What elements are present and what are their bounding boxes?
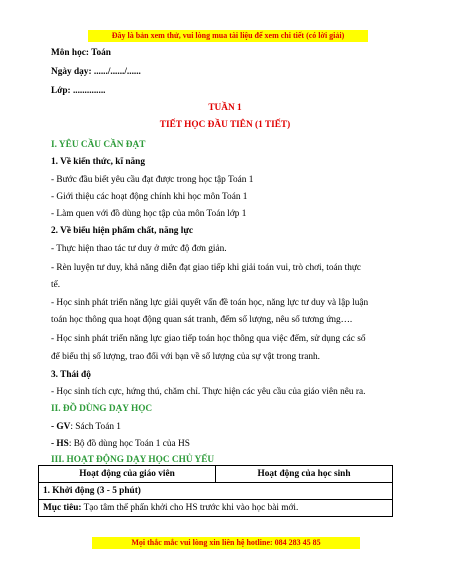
competency-item-4-line-b: để biểu thị số lượng, trao đổi với bạn về số lượng của sự vật trong tranh. — [51, 352, 320, 362]
competency-item-3-line-b: toán học thông qua hoạt động quan sát tranh, đếm số lượng, nêu số tương ứng…. — [51, 315, 353, 325]
gv-text: : Sách Toán 1 — [70, 422, 121, 432]
knowledge-item-3: - Làm quen với đồ dùng học tập của môn Toán lớp 1 — [51, 209, 247, 219]
sub-knowledge-skills: 1. Về kiến thức, kĩ năng — [51, 157, 146, 167]
subject-line: Môn học: Toán — [51, 48, 111, 58]
sub-qualities-competencies: 2. Về biểu hiện phẩm chất, năng lực — [51, 226, 194, 236]
goal-row — [39, 500, 393, 517]
hs-label: - HS — [51, 439, 69, 449]
gv-label: - GV — [51, 422, 71, 432]
goal-label: Mục tiêu: — [43, 503, 82, 513]
table-row — [39, 483, 393, 500]
student-materials — [51, 438, 190, 450]
attitude-item-1: - Học sinh tích cực, hứng thú, chăm chỉ. Thực hiện các yêu cầu của giáo viên nêu ra. — [51, 387, 366, 397]
competency-item-2-line-b: tế. — [51, 280, 61, 290]
lesson-title: TIẾT HỌC ĐẦU TIÊN (1 TIẾT) — [159, 120, 291, 130]
column-teacher-activity: Hoạt động của giáo viên — [39, 466, 216, 483]
hotline-footer: Mọi thắc mắc vui lòng xin liên hệ hotline: 084 283 45 85 — [92, 537, 360, 549]
teach-date-line: Ngày dạy: ....../....../...... — [51, 67, 141, 77]
table-row — [39, 500, 393, 517]
section-3-heading: III. HOẠT ĐỘNG DẠY HỌC CHỦ YẾU — [51, 455, 215, 465]
knowledge-item-2: - Giới thiệu các hoạt động chính khi học môn Toán 1 — [51, 192, 248, 202]
section-2-heading: II. ĐỒ DÙNG DẠY HỌC — [51, 404, 153, 414]
competency-item-3-line-a: - Học sinh phát triển năng lực giải quyết vấn đề toán học, năng lực tư duy và lập luận — [51, 298, 369, 308]
week-title: TUẦN 1 — [208, 103, 242, 113]
competency-item-2-line-a: - Rèn luyện tư duy, khả năng diễn đạt giao tiếp khi giải toán vui, trò chơi, toán thực — [51, 263, 362, 273]
goal-text: Tạo tâm thế phấn khởi cho HS trước khi vào học bài mới. — [81, 503, 299, 513]
competency-item-4-line-a: - Học sinh phát triển năng lực giao tiếp toán học thông qua việc đếm, sử dụng các số — [51, 334, 366, 344]
class-line: Lớp: .............. — [51, 86, 106, 96]
teacher-materials — [51, 421, 121, 433]
sub-attitude: 3. Thái độ — [51, 370, 91, 380]
competency-item-1: - Thực hiện thao tác tư duy ở mức độ đơn giản. — [51, 244, 227, 254]
table-header-row — [39, 466, 393, 483]
knowledge-item-1: - Bước đầu biết yêu cầu đạt được trong học tập Toán 1 — [51, 175, 254, 185]
activities-table — [38, 465, 393, 517]
section-1-heading: I. YÊU CẦU CẦN ĐẠT — [51, 140, 146, 150]
preview-notice-banner: Đây là bản xem thử, vui lòng mua tài liệu để xem chi tiết (có lời giải) — [88, 30, 368, 42]
hs-text: : Bộ đồ dùng học Toán 1 của HS — [68, 439, 190, 449]
warmup-row: 1. Khởi động (3 - 5 phút) — [39, 483, 393, 500]
column-student-activity: Hoạt động của học sinh — [216, 466, 393, 483]
